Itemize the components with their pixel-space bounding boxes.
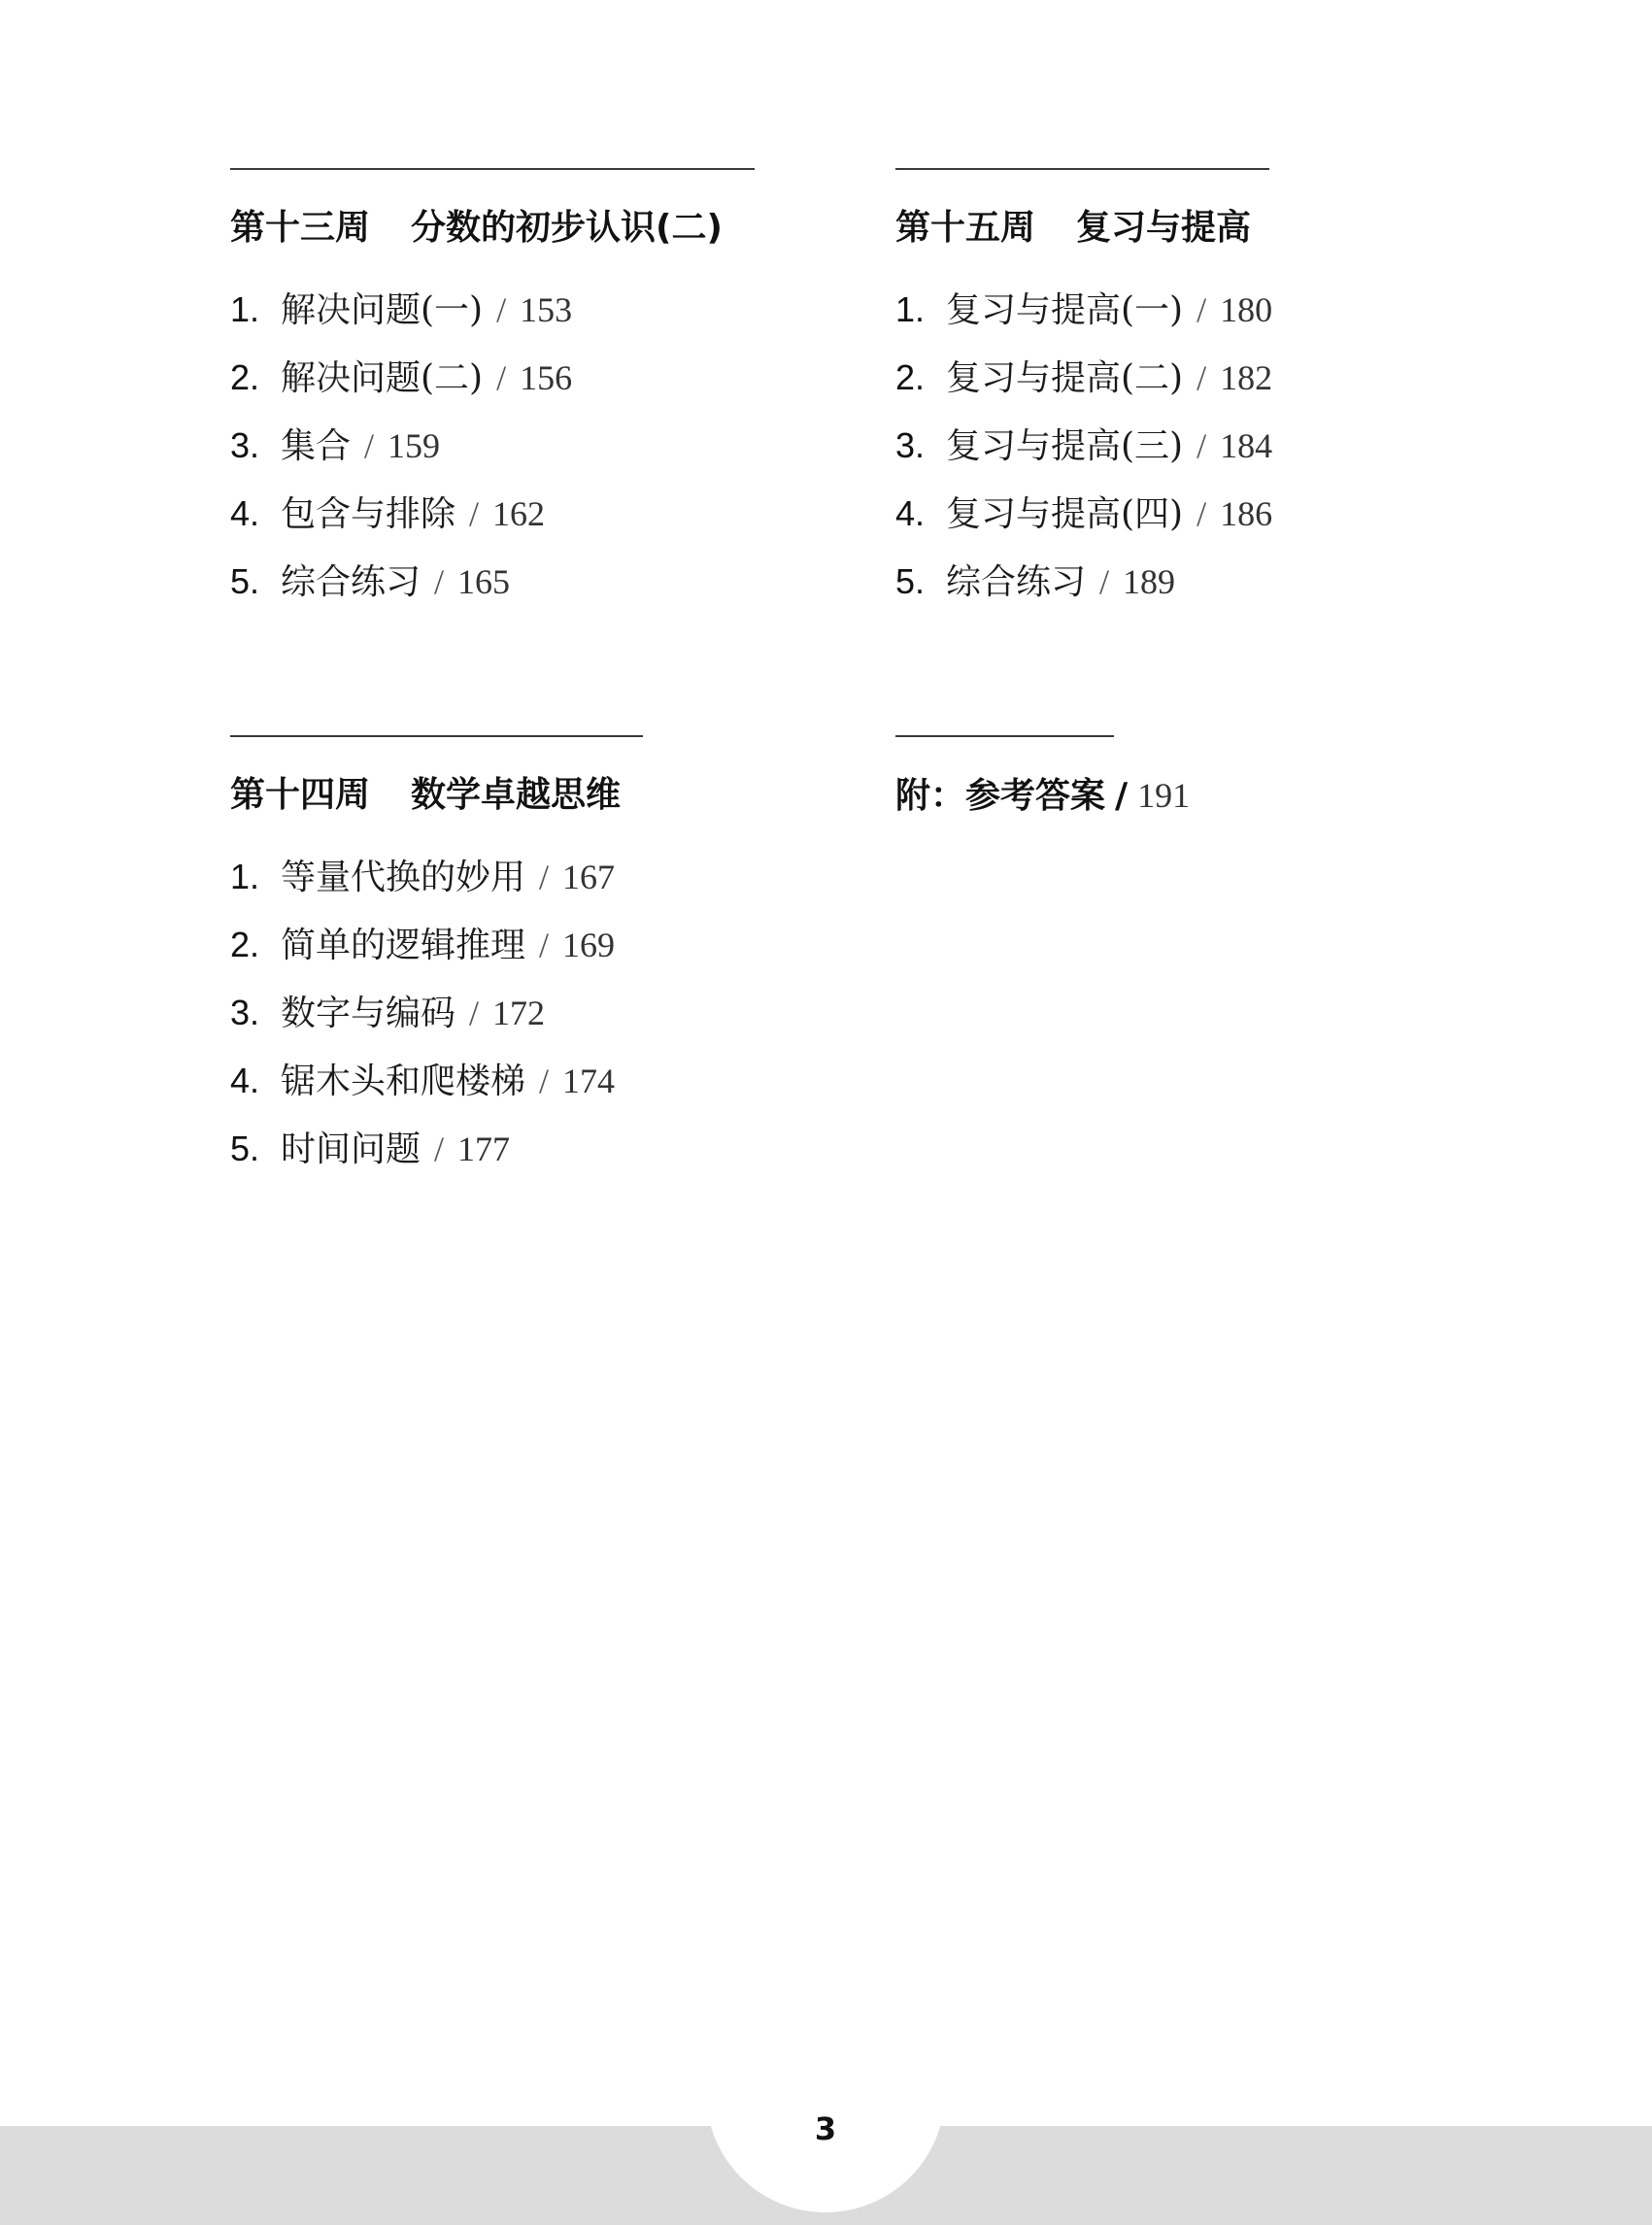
toc-entry[interactable] xyxy=(230,276,755,344)
entry-number: 1. xyxy=(230,289,260,329)
entry-number: 5. xyxy=(230,1129,260,1168)
appendix-separator: / xyxy=(1115,776,1129,816)
toc-entry[interactable] xyxy=(895,276,1272,344)
entry-title: 时间问题 xyxy=(281,1129,421,1169)
section-divider xyxy=(895,735,1114,737)
section-topic: 数学卓越思维 xyxy=(411,775,622,815)
entry-title: 复习与提高(三) xyxy=(946,426,1184,466)
entry-separator: / xyxy=(434,562,445,601)
entry-separator: / xyxy=(1197,358,1207,397)
entry-separator: / xyxy=(1197,426,1207,465)
entry-page-number: 184 xyxy=(1220,426,1273,465)
entry-number: 1. xyxy=(230,857,260,896)
entry-page-number: 169 xyxy=(562,926,616,964)
appendix-label: 附：参考答案 xyxy=(895,776,1106,816)
entry-separator: / xyxy=(539,926,550,964)
entry-title: 解决问题(一) xyxy=(281,290,484,330)
entry-separator: / xyxy=(469,494,480,533)
entry-page-number: 156 xyxy=(520,358,573,397)
section-divider xyxy=(230,735,643,737)
toc-entry[interactable] xyxy=(895,344,1272,412)
appendix-title[interactable] xyxy=(895,772,1190,820)
entry-number: 4. xyxy=(230,1061,260,1100)
entry-number: 5. xyxy=(895,561,926,601)
section-title xyxy=(230,772,643,819)
toc-entry[interactable] xyxy=(230,979,643,1047)
entry-page-number: 180 xyxy=(1220,290,1273,329)
entry-page-number: 159 xyxy=(388,426,441,465)
entry-number: 1. xyxy=(895,289,926,329)
toc-entry[interactable] xyxy=(230,548,755,616)
toc-entry[interactable] xyxy=(230,412,755,480)
section-title xyxy=(895,205,1272,252)
entry-separator: / xyxy=(1099,562,1110,601)
entry-title: 数字与编码 xyxy=(281,994,456,1033)
section-week-label: 第十四周 xyxy=(230,775,371,815)
toc-entry[interactable] xyxy=(230,1047,643,1115)
footer-page-badge xyxy=(706,1973,945,2212)
section-divider xyxy=(895,168,1269,170)
toc-entry[interactable] xyxy=(230,480,755,548)
entry-title: 包含与排除 xyxy=(281,494,456,534)
toc-entry[interactable] xyxy=(895,480,1272,548)
entry-number: 3. xyxy=(895,425,926,465)
entry-separator: / xyxy=(1197,290,1207,329)
entry-page-number: 153 xyxy=(520,290,573,329)
entry-title: 综合练习 xyxy=(281,562,421,602)
entry-number: 5. xyxy=(230,561,260,601)
toc-entry[interactable] xyxy=(230,344,755,412)
toc-entry[interactable] xyxy=(895,548,1272,616)
entry-title: 复习与提高(二) xyxy=(946,358,1184,398)
entry-number: 4. xyxy=(230,493,260,533)
entry-page-number: 172 xyxy=(492,994,546,1032)
entry-number: 2. xyxy=(230,357,260,397)
toc-section-week-15 xyxy=(895,168,1272,616)
entry-number: 2. xyxy=(230,925,260,964)
entry-separator: / xyxy=(539,858,550,896)
toc-entry[interactable] xyxy=(230,843,643,911)
entry-page-number: 167 xyxy=(562,858,616,896)
entry-separator: / xyxy=(434,1129,445,1168)
entry-page-number: 182 xyxy=(1220,358,1273,397)
entry-title: 简单的逻辑推理 xyxy=(281,926,526,965)
entry-title: 解决问题(二) xyxy=(281,358,484,398)
section-title xyxy=(230,205,755,252)
toc-section-week-14 xyxy=(230,735,643,1183)
entry-number: 3. xyxy=(230,425,260,465)
entry-page-number: 165 xyxy=(457,562,511,601)
entry-separator: / xyxy=(539,1062,550,1100)
page-number: 3 xyxy=(814,2110,837,2147)
section-topic: 分数的初步认识(二) xyxy=(411,208,723,248)
entry-page-number: 177 xyxy=(457,1129,511,1168)
section-week-label: 第十三周 xyxy=(230,208,371,248)
entry-page-number: 162 xyxy=(492,494,546,533)
entry-number: 3. xyxy=(230,993,260,1032)
section-divider xyxy=(230,168,755,170)
entry-title: 锯木头和爬楼梯 xyxy=(281,1062,526,1101)
toc-section-week-13 xyxy=(230,168,755,616)
entry-separator: / xyxy=(469,994,480,1032)
entry-page-number: 186 xyxy=(1220,494,1273,533)
entry-separator: / xyxy=(496,290,507,329)
entry-number: 2. xyxy=(895,357,926,397)
entry-page-number: 174 xyxy=(562,1062,616,1100)
entry-page-number: 189 xyxy=(1123,562,1176,601)
toc-entry[interactable] xyxy=(230,911,643,979)
entry-title: 复习与提高(一) xyxy=(946,290,1184,330)
toc-appendix xyxy=(895,735,1190,820)
entry-number: 4. xyxy=(895,493,926,533)
entry-separator: / xyxy=(1197,494,1207,533)
entry-separator: / xyxy=(496,358,507,397)
entry-title: 复习与提高(四) xyxy=(946,494,1184,534)
section-topic: 复习与提高 xyxy=(1076,208,1252,248)
entry-title: 综合练习 xyxy=(946,562,1087,602)
entry-list xyxy=(230,276,755,616)
entry-title: 集合 xyxy=(281,426,352,466)
entry-list xyxy=(895,276,1272,616)
entry-title: 等量代换的妙用 xyxy=(281,858,526,897)
toc-entry[interactable] xyxy=(230,1115,643,1183)
entry-list xyxy=(230,843,643,1183)
entry-separator: / xyxy=(364,426,375,465)
section-week-label: 第十五周 xyxy=(895,208,1036,248)
appendix-page-number: 191 xyxy=(1137,776,1191,815)
toc-entry[interactable] xyxy=(895,412,1272,480)
